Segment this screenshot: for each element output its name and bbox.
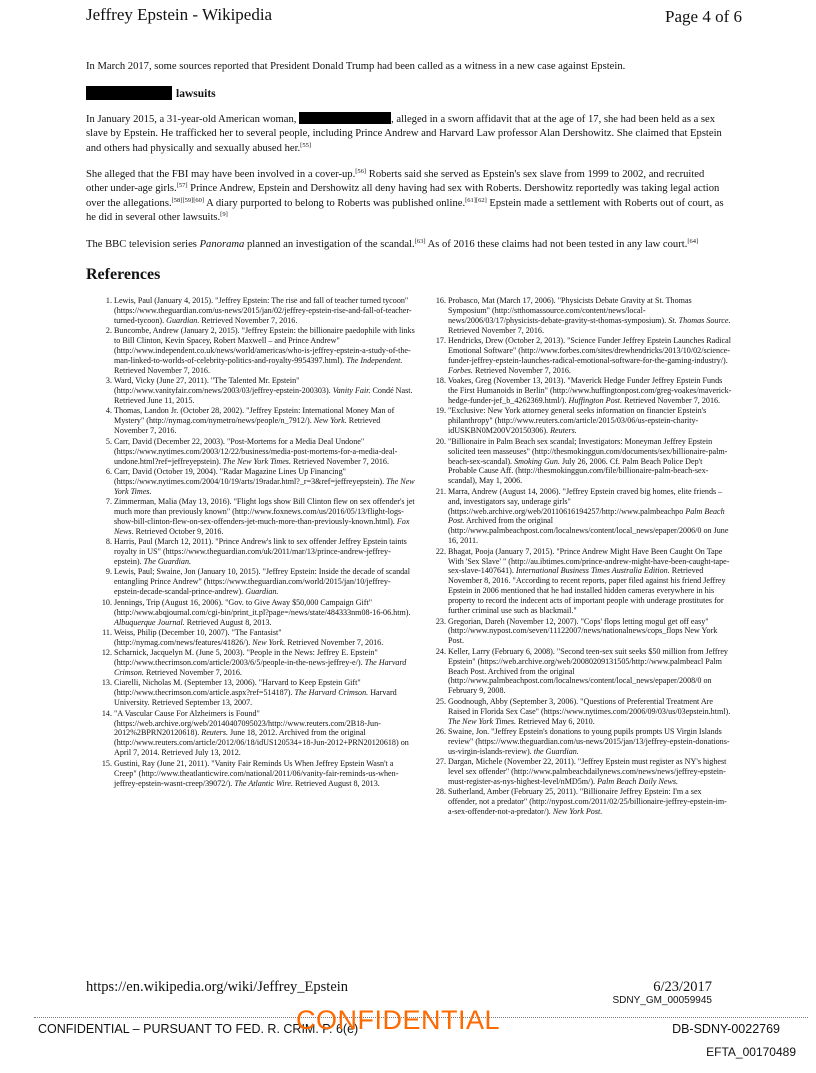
references-column-left — [84, 296, 416, 789]
reference-item — [448, 697, 732, 727]
reference-retrieved: Harvard University. Retrieved September 13, 2007. — [114, 688, 397, 708]
citation-link[interactable]: [64] — [687, 237, 699, 245]
reference-source: the Guardian. — [533, 746, 579, 756]
reference-source: Guardian. — [166, 315, 200, 325]
citation-link[interactable]: [61][62] — [465, 196, 487, 204]
reference-text[interactable]: Sutherland, Amber (February 25, 2011). "Billionaire Jeffrey Epstein: I'm a sex offender, not a predator" (http://nypost.com/2011/02/25/billionaire-jeffrey-epstein-im-a-sex-offender-not-a-predator/). — [448, 787, 727, 817]
reference-source: The New York Times. — [448, 716, 517, 726]
text-segment: Roberts said she served as Epstein's sex slave from 1999 to 2002, and recruited other under-age girls. — [86, 169, 705, 195]
reference-item — [114, 326, 416, 376]
reference-text[interactable]: Ciarelli, Nicholas M. (September 13, 2006). "Harvard to Keep Epstein Gift" (http://www.thecrimson.com/article.aspx?ref=514187). — [114, 678, 361, 698]
reference-item — [114, 678, 416, 708]
reference-item — [448, 757, 732, 787]
reference-retrieved: Retrieved November 7, 2016. — [448, 325, 544, 335]
references-column-right — [418, 296, 732, 818]
reference-source: International Business Times Australia Edition. — [515, 566, 670, 576]
reference-source: New York. — [252, 637, 286, 647]
reference-retrieved: Retrieved November 7, 2016. — [114, 365, 210, 375]
citation-link[interactable]: [63] — [414, 237, 426, 245]
reference-item — [114, 497, 416, 537]
reference-text[interactable]: Gregorian, Dareh (November 12, 2007). "Cops' flops letting mogul get off easy" (http://www.nypost.com/seven/11122007/news/nationalnews/cops_flops New York Post. — [448, 616, 718, 646]
reference-retrieved: Retrieved August 8, 2013. — [184, 617, 272, 627]
reference-retrieved: Retrieved November 7, 2016. — [285, 637, 384, 647]
reference-retrieved: Condé Nast. Retrieved June 11, 2015. — [114, 386, 413, 406]
db-bates-number: DB-SDNY-0022769 — [672, 1022, 780, 1036]
reference-text[interactable]: Marra, Andrew (August 14, 2006). "Jeffrey Epstein craved big homes, elite friends – and, investigators say, underage girls" (https://web.archive.org/web/20110616194257/http://www.palmbeachpo — [448, 486, 723, 516]
reference-item — [448, 336, 732, 376]
reference-source: Palm Beach Post. — [448, 506, 725, 526]
reference-item — [114, 296, 416, 326]
reference-item — [448, 647, 732, 697]
reference-retrieved: Retrieved November 7, 2016. — [143, 668, 242, 678]
panorama-title: Panorama — [199, 238, 245, 250]
footer-date: 6/23/2017 — [653, 979, 712, 995]
reference-source: Reuters. — [550, 426, 577, 436]
reference-source: The Independent. — [346, 355, 403, 365]
reference-text[interactable]: Gustini, Ray (June 21, 2011). "Vanity Fair Reminds Us When Jeffrey Epstein Wasn't a Creep" (http://www.theatlanticwire.com/national/2011/06/vanity-fair-reminds-us-when-jeffrey-epstein-wasnt-creep/39072/). — [114, 758, 399, 788]
text-segment: A diary purported to belong to Roberts was published online. — [204, 197, 466, 209]
article-body — [86, 60, 728, 264]
reference-item — [114, 376, 416, 406]
trump-paragraph: In March 2017, some sources reported that President Donald Trump had been called as a witness in a new case against Epstein. — [86, 61, 626, 72]
reference-source: New York Post. — [552, 807, 603, 817]
reference-text[interactable]: Hendricks, Drew (October 2, 2013). "Science Funder Jeffrey Epstein Launches Radical Emotional Software" (http://www.forbes.com/sites/drewhendricks/2013/10/02/science-funder-jeffrey-epstein-launches-radical-emotional-software-for-the-gaming-industry/). — [448, 336, 731, 365]
reference-item — [448, 406, 732, 436]
citation-link[interactable]: [55] — [300, 141, 312, 149]
reference-source: The Harvard Crimson. — [114, 658, 407, 678]
reference-text[interactable]: Voakes, Greg (November 13, 2013). "Maverick Hedge Funder Jeffrey Epstein Funds the First Humanoids in Berlin" (http://www.huffingtonpost.com/greg-voakes/maverick-hedge-funder-jef_b_4262369.html/). — [448, 376, 732, 406]
page-number: Page 4 of 6 — [665, 7, 742, 26]
reference-retrieved: Retrieved November 7, 2016. — [199, 315, 298, 325]
reference-text[interactable]: Swaine, Jon. "Jeffrey Epstein's donations to young pupils prompts US Virgin Islands review" (https://www.theguardian.com/us-news/2015/jan/13/jeffrey-epstein-donations-us-virgin-islands-review). — [448, 726, 730, 756]
reference-retrieved: June 18, 2012. Archived from the original (http://www.reuters.com/article/2012/06/18/idUS120534+18-Jun-2012+PRN20120618) on April 7, 2014. Retrieved July 13, 2012. — [114, 728, 409, 758]
reference-source: Fox News. — [114, 516, 410, 536]
reference-text[interactable]: Buncombe, Andrew (January 2, 2015). "Jeffrey Epstein: the billionaire paedophile with links to Bill Clinton, Kevin Spacey, Robert Maxwell – and Prince Andrew" (http://www.independent.co.uk/news/world/americas/who-is-jeffrey-epstein-a-study-of-the-man-linked-to-worlds-of-celebrity-politics-and-royalty-9954397.html). — [114, 326, 415, 365]
reference-text[interactable]: Jennings, Trip (August 16, 2006). "Gov. to Give Away $50,000 Campaign Gift" (http://www.abqjournal.com/cgi-bin/print_it.pl?page=/news/state/484333nm08-16-06.htm). — [114, 597, 411, 617]
reference-text[interactable]: Weiss, Philip (December 10, 2007). "The Fantasist" (http://nymag.com/news/features/41826/). — [114, 627, 282, 647]
reference-source: New York. — [313, 416, 347, 426]
reference-item — [114, 406, 416, 436]
sdny-bates-stamp: SDNY_GM_00059945 — [612, 995, 712, 1006]
reference-source: Albuquerque Journal. — [114, 617, 185, 627]
reference-retrieved: Archived from the original (http://www.palmbeachpost.com/localnews/content/local_news/epaper/2006/0 on June 16, 2011. — [448, 516, 729, 546]
text-segment: Prince Andrew, Epstein and Dershowitz all deny having had sex with Roberts. Dershowitz reportedly was taking legal action over the allegations. — [86, 183, 720, 209]
reference-item — [114, 567, 416, 597]
reference-source: Vanity Fair. — [332, 386, 371, 396]
reference-item — [114, 648, 416, 678]
reference-source: The New York Times. — [222, 456, 291, 466]
reference-text[interactable]: Keller, Larry (February 6, 2008). "Second teen-sex suit seeks $50 million from Jeffrey Epstein" (https://web.archive.org/web/20080209131505/http://www.palmbeacl Palm Beach Post. Archived from the original (http://www.palmbeachpost.com/localnews/content/local_news/epaper/2008/0 on February 9, 2008. — [448, 646, 728, 696]
reference-text[interactable]: "Billionaire in Palm Beach sex scandal; Investigators: Moneyman Jeffrey Epstein solicited teen masseuses" (http://thesmokinggun.com/documents/sex/billionaire-palm-beach-sex-scandal). — [448, 436, 728, 466]
lawsuits-heading-text: lawsuits — [176, 88, 216, 101]
reference-source: The Harvard Crimson. — [294, 688, 369, 698]
reference-retrieved: Retrieved August 8, 2013. — [293, 778, 380, 788]
reference-text[interactable]: Lewis, Paul; Swaine, Jon (January 10, 2015). "Jeffrey Epstein: Inside the decade of scandal entangling Prince Andrew" (https://www.theguardian.com/world/2015/jan/10/jeffrey-epstein-decade-scandal-prince-andrew). — [114, 567, 411, 597]
reference-retrieved: Retrieved November 7, 2016. — [472, 365, 571, 375]
text-segment: Epstein made a settlement with Roberts out of court, as he did in several other lawsuits. — [86, 197, 724, 224]
reference-retrieved: Retrieved November 7, 2016. — [114, 416, 381, 436]
reference-text[interactable]: Scharnick, Jacquelyn M. (June 5, 2003). "People in the News: Jeffrey E. Epstein" (http://www.thecrimson.com/article/2003/6/5/people-in-the-news-jeffrey-e/). — [114, 648, 378, 668]
reference-source: The Atlantic Wire. — [234, 778, 293, 788]
references-heading: References — [86, 266, 161, 283]
reference-source: Reuters. — [201, 728, 228, 738]
reference-item — [114, 598, 416, 628]
redaction-box — [86, 86, 172, 100]
efta-number: EFTA_00170489 — [706, 1045, 796, 1059]
confidential-overlay-stamp: CONFIDENTIAL — [296, 1005, 501, 1035]
reference-source: Smoking Gun. — [514, 456, 560, 466]
page-header-title: Jeffrey Epstein - Wikipedia — [86, 5, 273, 24]
reference-text[interactable]: Carr, David (December 22, 2003). "Post-Mortems for a Media Deal Undone" (https://www.nytimes.com/2003/12/22/business/media-post-mortems-for-a-media-deal-undone.html?ref=jeffreyepstein). — [114, 436, 398, 466]
text-segment: , alleged in a sworn affidavit that at the age of 17, she had been held as a sex slave by Epstein. He trafficked her to several people, including Prince Andrew and Harvard Law professor Alan Dershowitz. She claimed that Epstein and others had physically and sexually abused her. — [86, 113, 722, 154]
reference-source: The Guardian. — [143, 557, 192, 567]
text-segment: planned an investigation of the scandal. — [244, 238, 415, 250]
reference-text[interactable]: Probasco, Mat (March 17, 2006). "Physicists Debate Gravity at St. Thomas Symposium" (http://stthomassource.com/content/news/local-news/2006/03/17/physicists-debate-gravity-st-thomas-symposium). — [448, 296, 692, 325]
reference-text[interactable]: Harris, Paul (March 12, 2011). "Prince Andrew's link to sex offender Jeffrey Epstein taints royalty in US" (https://www.theguardian.com/uk/2011/mar/13/prince-andrew-jeffrey-epstein). — [114, 537, 407, 567]
paragraph-bbc — [86, 238, 728, 252]
citation-link[interactable]: [57] — [176, 182, 188, 190]
text-segment: As of 2016 these claims had not been tested in any law court. — [425, 238, 688, 250]
reference-item — [114, 537, 416, 567]
reference-item — [448, 617, 732, 647]
confidential-notice: CONFIDENTIAL – PURSUANT TO FED. R. CRIM. P. 6(e) — [38, 1022, 359, 1036]
reference-source: St. Thomas Source. — [668, 315, 731, 325]
reference-source: Huffington Post. — [568, 396, 623, 406]
text-segment: She alleged that the FBI may have been involved in a cover-up. — [86, 169, 356, 181]
reference-text[interactable]: Dargan, Michele (November 22, 2011). "Jeffrey Epstein must register as NY's highest level sex offender" (http://www.palmbeachdailynews.com/news/news/jeffrey-epstein-must-register-as-nys-highest-level/nMD5m/). — [448, 757, 727, 786]
reference-text[interactable]: Lewis, Paul (January 4, 2015). "Jeffrey Epstein: The rise and fall of teacher turned tycoon" (https://www.theguardian.com/us-news/2015/jan/02/jeffrey-epstein-rise-and-fall-of-teacher-turned-tycoon). — [114, 296, 412, 325]
reference-retrieved: Retrieved November 8, 2016. "According to recent reports, paper filed against his friend Jeffrey Epstein in 2006 mentioned that he had installed hidden cameras everywhere in his property to record the indecent acts of important people with underage prostitutes for further criminal use such as blackmail." — [448, 566, 726, 616]
reference-item — [448, 296, 732, 336]
reference-item — [448, 787, 732, 817]
reference-source: The New York Times. — [114, 476, 415, 496]
reference-text[interactable]: "Exclusive: New York attorney general seeks information on financier Epstein's philanthropy" (http://www.reuters.com/article/2015/03/06/us-epstein-charity-idUSKBN0M200V20150306). — [448, 406, 707, 436]
reference-item — [114, 709, 416, 759]
reference-text[interactable]: Thomas, Landon Jr. (October 28, 2002). "Jeffrey Epstein: International Money Man of Mystery" (http://nymag.com/nymetro/news/people/n_7912/). — [114, 406, 395, 426]
reference-item — [114, 467, 416, 497]
text-segment: In January 2015, a 31-year-old American woman, — [86, 113, 297, 125]
reference-item — [114, 437, 416, 467]
reference-retrieved: Retrieved October 9, 2016. — [133, 526, 224, 536]
reference-item — [114, 628, 416, 648]
footer-url: https://en.wikipedia.org/wiki/Jeffrey_Epstein — [86, 979, 349, 995]
reference-text[interactable]: Ward, Vicky (June 27, 2011). "The Talented Mr. Epstein" (http://www.vanityfair.com/news/2003/03/jeffrey-epstein-200303). — [114, 376, 333, 396]
lawsuits-heading — [86, 86, 728, 101]
text-segment: The BBC television series — [86, 238, 200, 250]
reference-item — [448, 487, 732, 546]
redaction-box — [299, 112, 391, 124]
citation-link[interactable]: [56] — [355, 168, 367, 176]
reference-item — [448, 547, 732, 616]
reference-text[interactable]: Goodnough, Abby (September 3, 2006). "Questions of Preferential Treatment Are Raised in Florida Sex Case" (https://www.nytimes.com/2006/09/03/us/03epstein.html). — [448, 696, 731, 716]
reference-item — [448, 727, 732, 757]
reference-text[interactable]: "A Vascular Cause For Alzheimers is Found" (https://web.archive.org/web/20140407095023/http://www.reuters.com/2B18-Jun-2012%2BPRN20120618). — [114, 708, 381, 738]
paragraph-fbi — [86, 168, 728, 226]
reference-retrieved: July 26, 2006. Cf. Palm Beach Police Dep't Probable Cause Aff. (http://thesmokinggun.com/file/billionaire-palm-beach-sex-scandal), May 1, 2006. — [448, 456, 709, 486]
reference-source: Palm Beach Daily News. — [597, 777, 679, 786]
reference-source: Forbes. — [448, 365, 473, 375]
reference-retrieved: Retrieved May 6, 2010. — [516, 716, 595, 726]
reference-text[interactable]: Bhagat, Pooja (January 7, 2015). "Prince Andrew Might Have Been Caught On Tape With 'Sex Slave' " (http://au.ibtimes.com/prince-andrew-might-have-been-caught-tape-sex-slave-1407641). — [448, 546, 730, 576]
paragraph-affidavit — [86, 112, 728, 156]
reference-item — [448, 437, 732, 487]
reference-text[interactable]: Zimmerman, Malia (May 13, 2016). "Flight logs show Bill Clinton flew on sex offender's jet much more than previously known" (http://www.foxnews.com/us/2016/05/13/flight-logs-show-bill-clinton-flew-on-sex-offenders-jet-much-more-than-previously-known.html). — [114, 497, 415, 526]
reference-item — [114, 759, 416, 789]
reference-retrieved: Retrieved November 7, 2016. — [290, 456, 389, 466]
reference-retrieved: Retrieved November 7, 2016. — [622, 396, 721, 406]
reference-item — [448, 376, 732, 406]
reference-text[interactable]: Carr, David (October 19, 2004). "Radar Magazine Lines Up Financing" (https://www.nytimes.com/2004/10/19/arts/19radar.html?_r=3&ref=jeffreyepstein). — [114, 466, 387, 486]
citation-link[interactable]: [58][59][60] — [171, 196, 205, 204]
citation-link[interactable]: [9] — [220, 211, 228, 219]
reference-source: Guardian. — [245, 587, 279, 597]
